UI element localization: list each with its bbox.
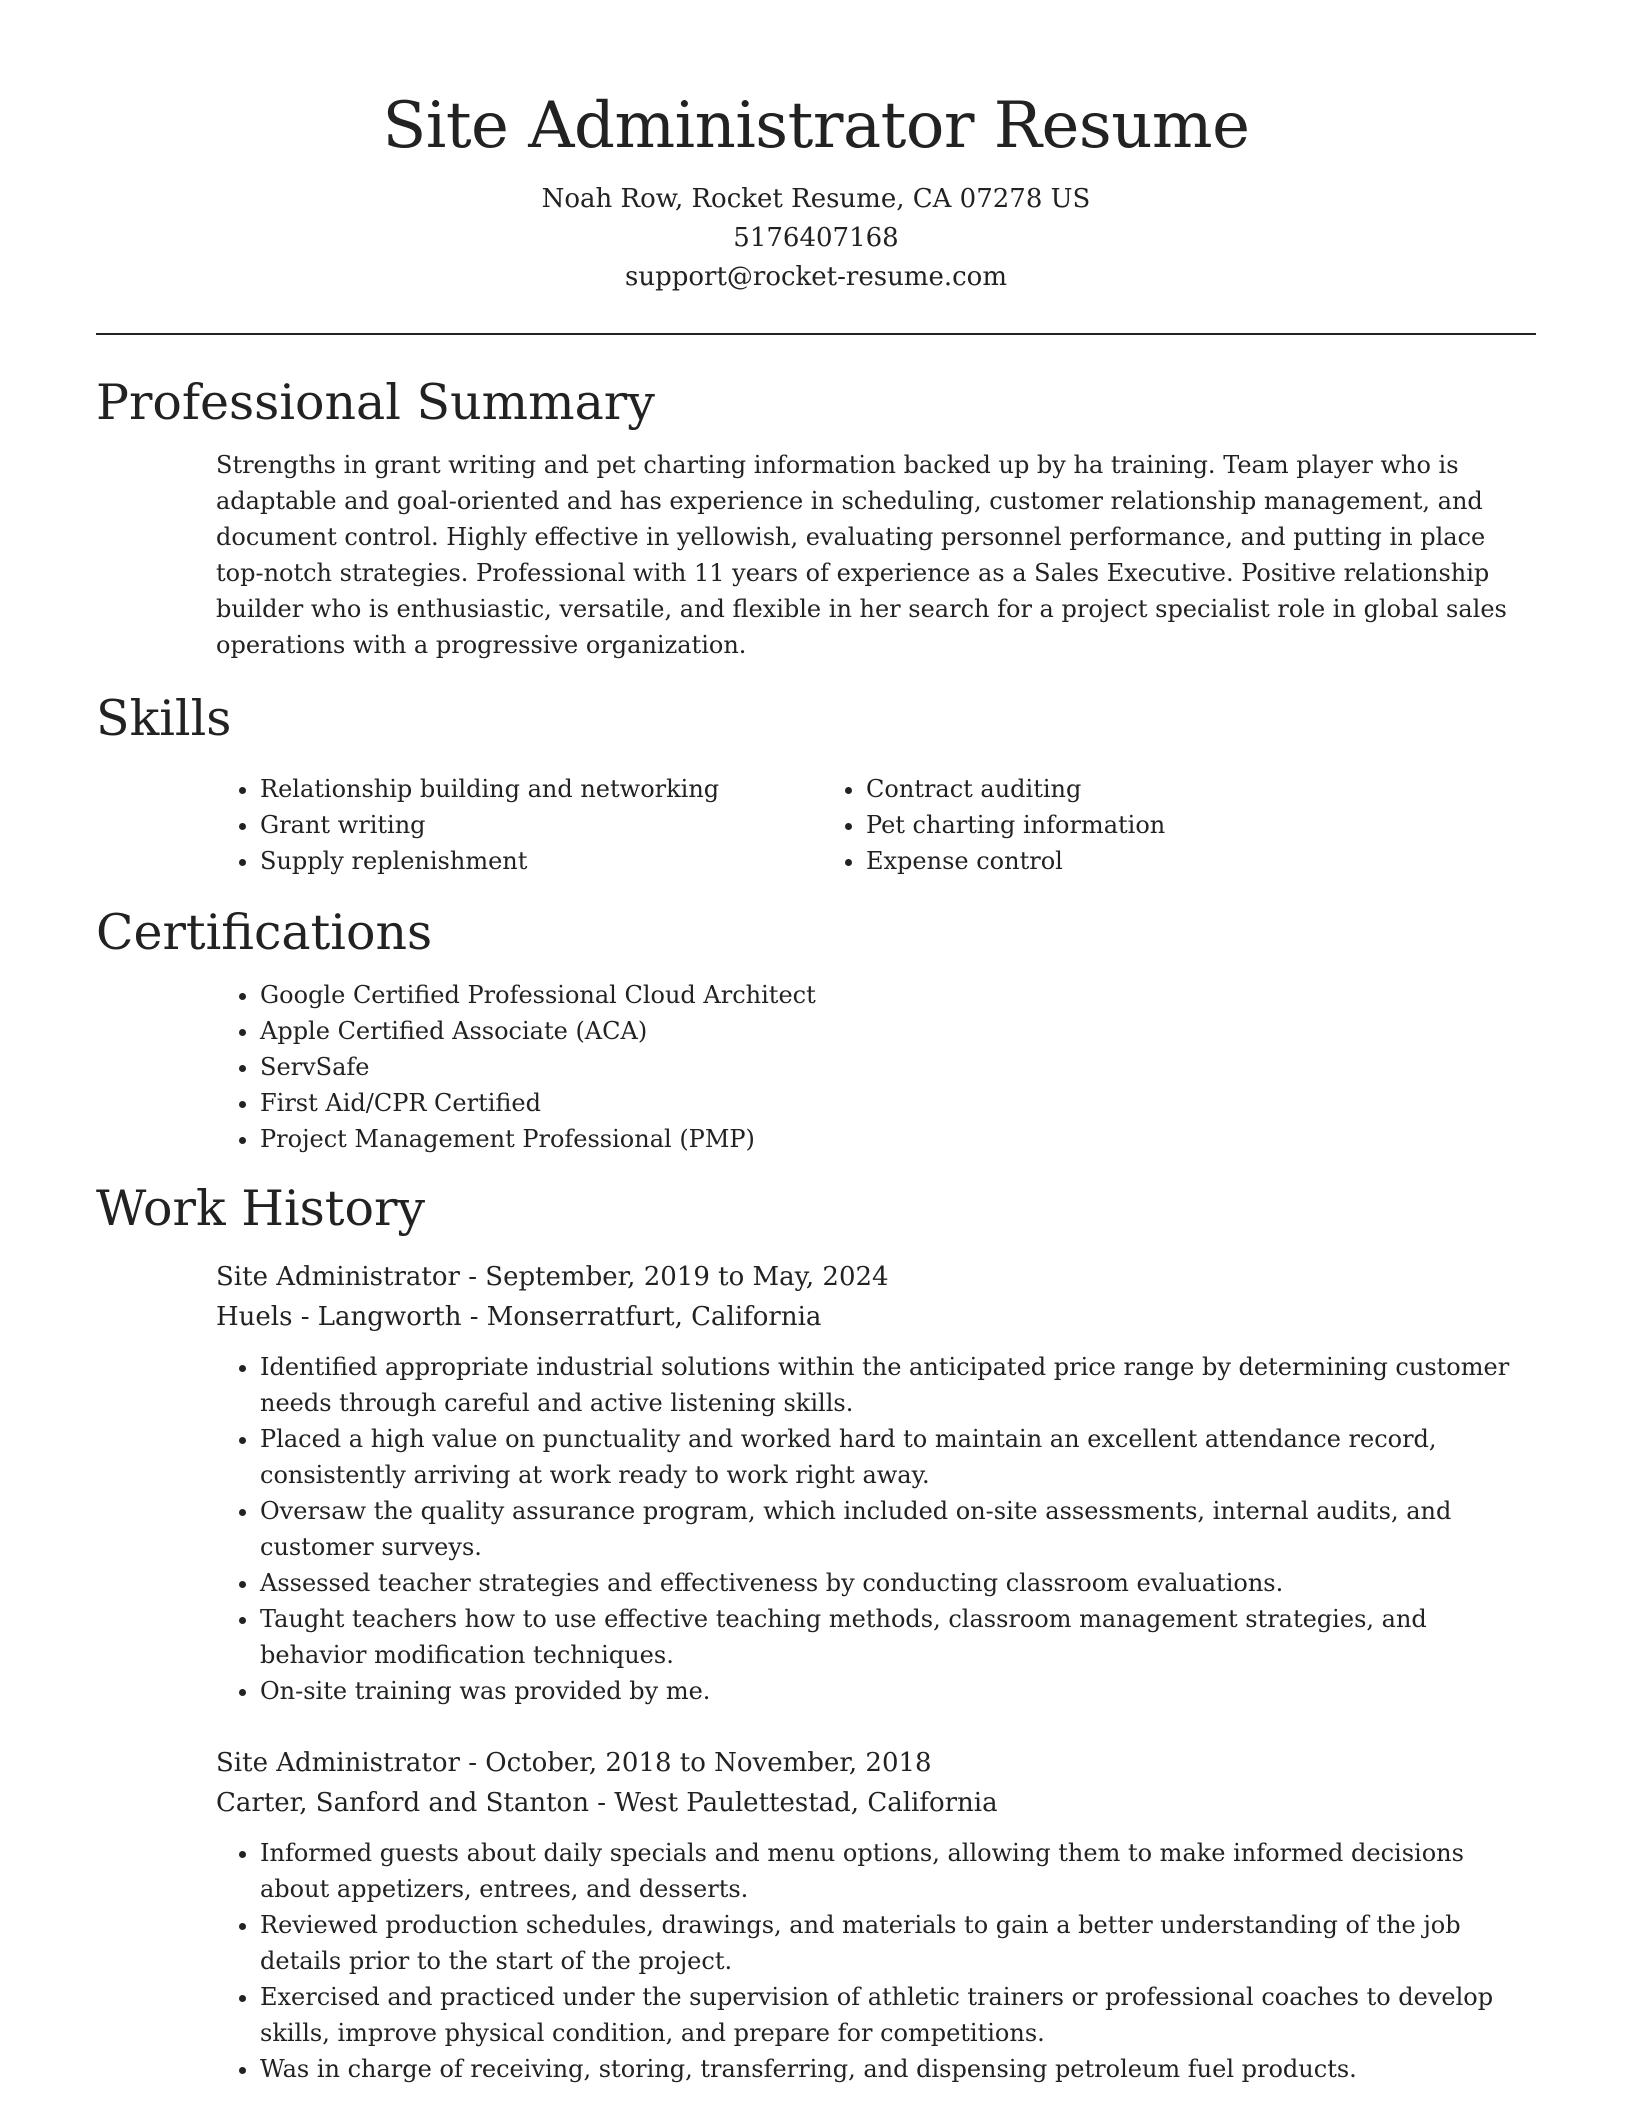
certification-item: • First Aid/CPR Certified: [260, 1085, 1536, 1121]
job-company-line: [216, 1783, 1536, 1823]
skill-item: • Grant writing: [260, 807, 822, 843]
job-duty-item: • Was in charge of receiving, storing, transferring, and dispensing petroleum fuel products.: [260, 2051, 1536, 2087]
job-duty-item: • Identified appropriate industrial solutions within the anticipated price range by determining customer needs through careful and active listening skills.: [260, 1349, 1536, 1421]
job-title-line: [216, 1257, 1536, 1297]
job-title: Site Administrator: [216, 1748, 460, 1778]
job-entry: [216, 1743, 1536, 2087]
job-company-line: [216, 1297, 1536, 1337]
job-dates: - September, 2019 to May, 2024: [459, 1262, 889, 1292]
job-title: Site Administrator: [216, 1262, 460, 1292]
job-duty-item: • Reviewed production schedules, drawings, and materials to gain a better understanding of the job details prior to the start of the project.: [260, 1907, 1536, 1979]
skill-item: • Contract auditing: [866, 771, 1536, 807]
job-entry: [216, 1257, 1536, 1709]
job-duty-item: • Taught teachers how to use effective teaching methods, classroom management strategies, and behavior modification techniques.: [260, 1601, 1536, 1673]
certification-item: • Google Certified Professional Cloud Architect: [260, 977, 1536, 1013]
header-divider: [96, 333, 1536, 335]
job-duty-item: • Informed guests about daily specials and menu options, allowing them to make informed decisions about appetizers, entrees, and desserts.: [260, 1835, 1536, 1907]
skill-item: • Relationship building and networking: [260, 771, 822, 807]
contact-email: support@rocket-resume.com: [624, 262, 1007, 292]
job-location: - West Paulettestad, California: [588, 1788, 998, 1818]
skill-item: • Pet charting information: [866, 807, 1536, 843]
job-title-line: [216, 1743, 1536, 1783]
skill-item: • Supply replenishment: [260, 843, 822, 879]
job-duty-item: • Oversaw the quality assurance program, which included on-site assessments, internal audits, and customer surveys.: [260, 1493, 1536, 1565]
summary-text: Strengths in grant writing and pet charting information backed up by ha training. Team player who is adaptable and goal-oriented and has experience in scheduling, customer relationship management, and document control. Highly effective in yellowish, evaluating personnel performance, and putting in place top-notch strategies. Professional with 11 years of experience as a Sales Executive. Positive relationship builder who is enthusiastic, versatile, and flexible in her search for a project specialist role in global sales operations with a progressive organization.: [216, 451, 1507, 659]
contact-address: Noah Row, Rocket Resume, CA 07278 US: [541, 184, 1091, 214]
skills-grid: [216, 771, 1536, 879]
contact-block: [96, 180, 1536, 297]
summary-heading: Professional Summary: [96, 374, 655, 431]
job-duty-item: • On-site training was provided by me.: [260, 1673, 1536, 1709]
job-duty-item: • Placed a high value on punctuality and worked hard to maintain an excellent attendance record, consistently arriving at work ready to work right away.: [260, 1421, 1536, 1493]
job-duty-item: • Assessed teacher strategies and effectiveness by conducting classroom evaluations.: [260, 1565, 1536, 1601]
job-duties-list: [216, 1835, 1536, 2087]
skills-heading: Skills: [96, 690, 232, 747]
work-history-heading: Work History: [96, 1180, 426, 1237]
skills-list-left: [216, 771, 822, 879]
certification-item: • ServSafe: [260, 1049, 1536, 1085]
job-company: Huels - Langworth: [216, 1302, 462, 1332]
skills-list-right: [822, 771, 1536, 879]
job-location: - Monserratfurt, California: [461, 1302, 822, 1332]
resume-title: Site Administrator Resume: [382, 89, 1250, 163]
certification-item: • Apple Certified Associate (ACA): [260, 1013, 1536, 1049]
skill-item: • Expense control: [866, 843, 1536, 879]
job-dates: - October, 2018 to November, 2018: [459, 1748, 932, 1778]
certifications-list: [216, 977, 1536, 1157]
resume-page: [96, 0, 1536, 2087]
contact-phone: 5176407168: [733, 223, 899, 253]
certifications-heading: Certifications: [96, 904, 433, 961]
job-duties-list: [216, 1349, 1536, 1709]
job-company: Carter, Sanford and Stanton: [216, 1788, 589, 1818]
job-duty-item: • Exercised and practiced under the supervision of athletic trainers or professional coaches to develop skills, improve physical condition, and prepare for competitions.: [260, 1979, 1536, 2051]
certification-item: • Project Management Professional (PMP): [260, 1121, 1536, 1157]
